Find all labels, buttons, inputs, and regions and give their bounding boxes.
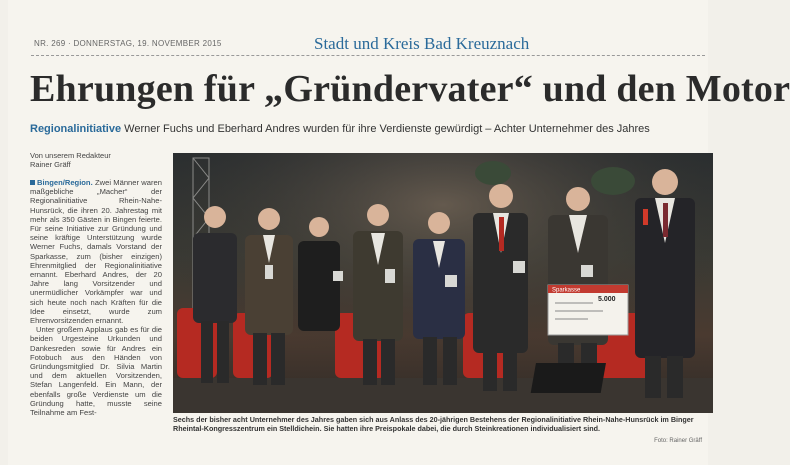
group-photo-illustration [173, 153, 713, 413]
check-amount: 5.000 [598, 296, 616, 303]
group-photo [173, 153, 713, 413]
headline: Ehrungen für „Gründervater“ und den Motor [30, 68, 790, 110]
byline-role: Von unserem Redakteur [30, 151, 111, 160]
subheadline-text: Werner Fuchs und Eberhard Andres wurden für ihre Verdienste gewürdigt – Achter Unternehmer des Jahres [124, 123, 650, 135]
caption-bold: Sechs der bisher acht Unternehmer des Jahres gaben sich aus Anlass des 20-jährigen Bestehens der Regionalinitiative Rhein-Nahe-Hunsrück im Binger Rheintal-Kongresszentrum ein Stelldichein. [173, 415, 694, 433]
byline-author: Rainer Gräff [30, 160, 71, 169]
dateline-square-icon [30, 180, 35, 185]
dateline: Bingen/Region. [37, 178, 93, 187]
photo-caption [173, 415, 713, 433]
photo-credit: Foto: Rainer Gräff [654, 438, 702, 444]
subheadline [30, 123, 710, 135]
header-rule [31, 55, 705, 56]
article-paragraph-2: Unter großem Applaus gab es für die beiden Urgesteine Urkunden und Dankesreden sowie für Andres ein Fotobuch aus den Händen von Gründungsmitglied Dr. Silvia Martin und dem aktuellen Vorsitzenden, Stefan Langenfeld. Ein Mann, der ebenfalls große Verdienste um die Gründung hatte, musste seine Teilnahme am Fest- [30, 325, 162, 418]
byline [30, 151, 160, 169]
article-paragraph-1: Zwei Männer waren maßgebliche „Macher“ der Regionalinitiative Rhein-Nahe-Hunsrück, die ihren 20. Jahrestag mit mehr als 350 Gästen in Bingen feierte. Für seine Initiative zur Gründung und seine kräftige Unterstützung wurde Werner Fuchs, damals Vorstand der Sparkasse, zum (bisher einzigen) Ehrenmitglied der Regionalinitiative ernannt. Eberhard Andres, der 20 Jahre lang Vorsitzender und unermüdlicher Vorkämpfer war und sich heute noch nach Kräften für die Idee einsetzt, wurde zum Ehrenvorsitzenden ernannt. [30, 178, 162, 326]
section-title: Stadt und Kreis Bad Kreuznach [314, 34, 530, 53]
caption-text: Sie hatten ihre Preispokale dabei, die durch Steinkreationen individualisiert sind. [323, 424, 600, 433]
issue-line: NR. 269 · DONNERSTAG, 19. NOVEMBER 2015 [34, 39, 222, 48]
check-label: Sparkasse [552, 287, 581, 294]
newspaper-page [8, 0, 790, 465]
subheadline-lead: Regionalinitiative [30, 123, 122, 135]
article-body [30, 178, 162, 440]
article-paragraph [30, 325, 162, 417]
article-paragraph [30, 178, 162, 325]
